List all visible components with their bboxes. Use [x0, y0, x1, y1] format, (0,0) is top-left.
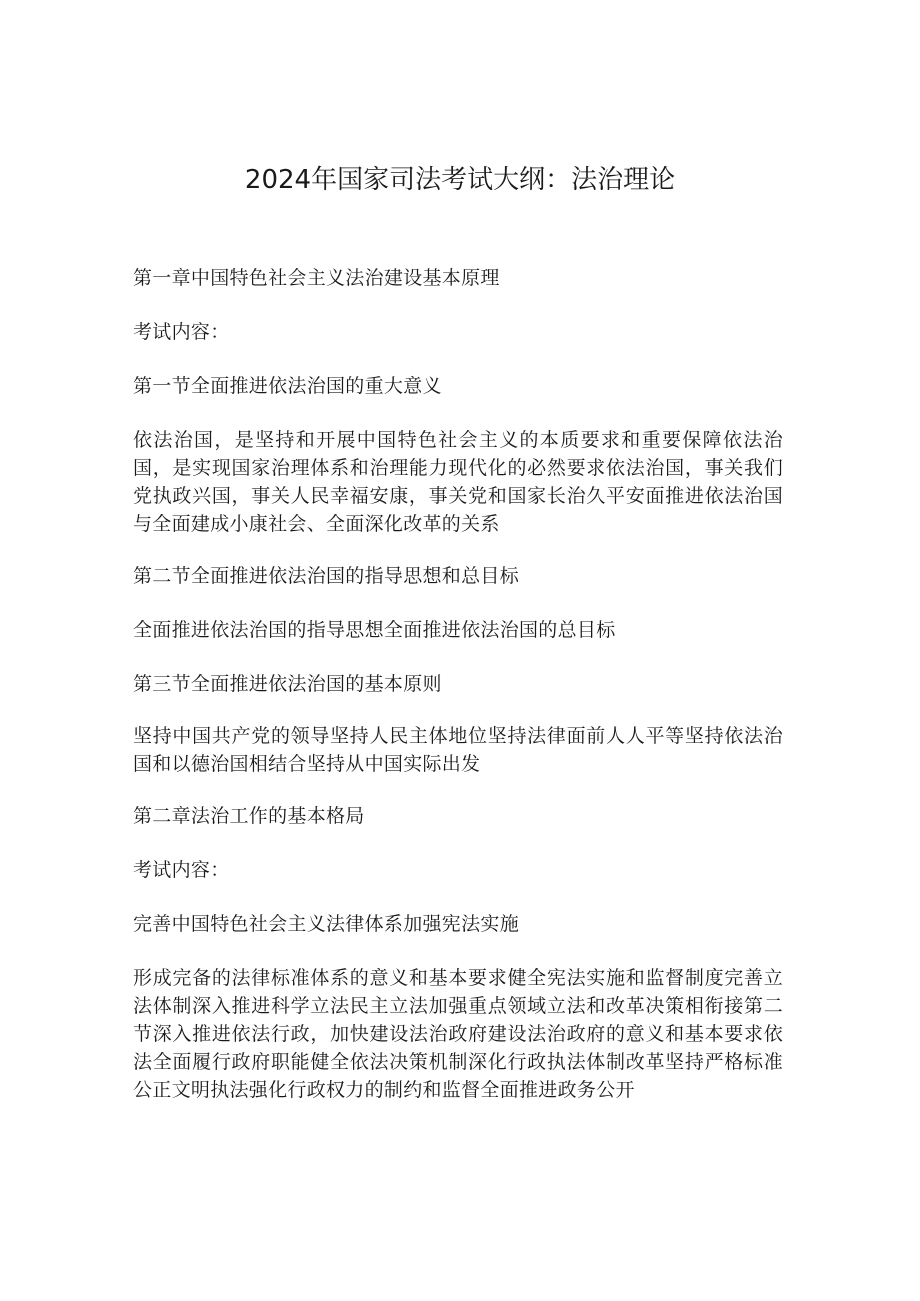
section-3-heading: 第三节全面推进依法治国的基本原则 [133, 673, 442, 695]
exam-content-label-2: 考试内容： [133, 859, 230, 881]
chapter-2-body: 形成完备的法律标准体系的意义和基本要求健全宪法实施和监督制度完善立法体制深入推进科学立法民主立法加强重点领域立法和改革决策相衔接第二节深入推进依法行政，加快建设法治政府建设法治政府的意义和基本要求依法全面履行政府职能健全依法决策机制深化行政执法体制改革坚持严格标准公正文明执法强化行政权力的制约和监督全面推进政务公开 [133, 967, 783, 1101]
section-1-heading: 第一节全面推进依法治国的重大意义 [133, 375, 442, 397]
chapter-2-heading: 第二章法治工作的基本格局 [133, 805, 365, 827]
section-2-heading: 第二节全面推进依法治国的指导思想和总目标 [133, 565, 520, 587]
document-title: 2024年国家司法考试大纲：法治理论 [244, 165, 676, 195]
section-1-body: 依法治国，是坚持和开展中国特色社会主义的本质要求和重要保障依法治国，是实现国家治理体系和治理能力现代化的必然要求依法治国，事关我们党执政兴国，事关人民幸福安康，事关党和国家长治久平安面推进依法治国与全面建成小康社会、全面深化改革的关系 [133, 429, 783, 535]
section-3-body: 坚持中国共产党的领导坚持人民主体地位坚持法律面前人人平等坚持依法治国和以德治国相结合坚持从中国实际出发 [133, 725, 783, 775]
section-2-body: 全面推进依法治国的指导思想全面推进依法治国的总目标 [133, 619, 616, 641]
chapter-2-section-1-heading: 完善中国特色社会主义法律体系加强宪法实施 [133, 913, 520, 935]
exam-content-label-1: 考试内容： [133, 321, 230, 343]
chapter-1-heading: 第一章中国特色社会主义法治建设基本原理 [133, 267, 500, 289]
